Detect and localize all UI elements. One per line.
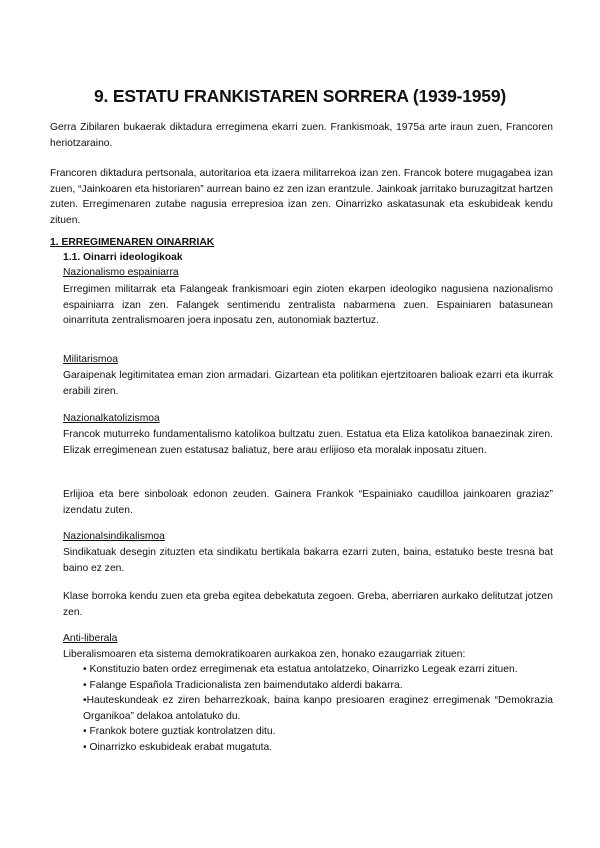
antiliberal-heading: Anti-liberala <box>63 633 118 644</box>
list-item: • Konstituzio baten ordez erregimenak eta estatua antolatzeko, Oinarrizko Legeak ezarri zituen. <box>83 664 518 675</box>
militarismo-heading: Militarismoa <box>63 354 118 365</box>
section-heading: 1. ERREGIMENAREN OINARRIAK <box>50 237 215 248</box>
list-item: • Falange Española Tradicionalista zen baimendutako alderdi bakarra. <box>83 679 403 691</box>
list-item: • Oinarrizko eskubideak erabat mugatuta. <box>83 741 273 753</box>
nazionalismo-heading: Nazionalismo espainiarra <box>63 267 179 278</box>
sindikalismo-text-2: Klase borroka kendu zuen eta greba egitea debekatuta zegoen. Greba, aberriaren aurkako delitutzat jotzen zen. <box>63 591 553 618</box>
katolizismo-text-2: Erlijioa eta bere sinboloak edonon zeuden. Gainera Frankok “Espainiako caudilloa jainkoaren graziaz” izendatu zuten. <box>63 489 553 516</box>
intro-paragraph-2: Francoren diktadura pertsonala, autoritarioa eta izaera militarrekoa izan zen. Francok botere mugagabea izan zuen, “Jainkoaren eta historiaren” aurrean baino ez zen izan erantzule. Jainkoak jarritako buruzagitzat hartzen zuten. Erregimenaren zutabe nagusia errepresioa izan zen. Oinarrizko askatasunak eta eskubideak kendu zituen. <box>50 168 553 226</box>
katolizismo-text-1: Francok muturreko fundamentalismo katolikoa bultzatu zuen. Estatua eta Eliza katolikoa banaezinak ziren. Elizak erregimenean zuen estatusaz baliatuz, bere arau erlijioso eta moralak inposatu zituen. <box>63 429 553 456</box>
katolizismo-heading: Nazionalkatolizismoa <box>63 413 160 424</box>
list-item: •Hauteskundeak ez ziren beharrezkoak, baina kanpo presioaren eraginez erregimenak “Demokrazia Organikoa” delakoa antolatuko du. <box>83 695 553 722</box>
antiliberal-bullet-list <box>83 662 553 755</box>
sindikalismo-heading: Nazionalsindikalismoa <box>63 531 165 542</box>
nazionalismo-text: Erregimen militarrak eta Falangeak frankismoari egin zioten ekarpen ideologiko nagusiena nazionalismo espainiarra izan zen. Falangek sentimendu zentralista nabarmena zuen. Espainiaren batasunean oinarrituta zentralismoaren joera inposatu zen, autonomiak baztertuz. <box>63 284 553 326</box>
subsection-heading: 1.1. Oinarri ideologikoak <box>63 252 183 263</box>
antiliberal-text: Liberalismoaren eta sistema demokratikoaren aurkakoa zen, honako ezaugarriak zituen: <box>63 649 466 660</box>
page-title: 9. ESTATU FRANKISTAREN SORRERA (1939-1959) <box>93 85 506 106</box>
sindikalismo-text-1: Sindikatuak desegin zituzten eta sindikatu bertikala bakarra ezarri zuten, baina, estatuko beste tresna bat baino ez zen. <box>63 547 553 574</box>
militarismo-text: Garaipenak legitimitatea eman zion armadari. Gizartean eta politikan ejertzitoaren balioak ezarri eta ikurrak erabili ziren. <box>63 370 553 397</box>
intro-paragraph-1: Gerra Zibilaren bukaerak diktadura erregimena ekarri zuen. Frankismoak, 1975a arte iraun zuen, Francoren heriotzaraino. <box>50 122 553 149</box>
list-item: • Frankok botere guztiak kontrolatzen ditu. <box>83 726 276 737</box>
